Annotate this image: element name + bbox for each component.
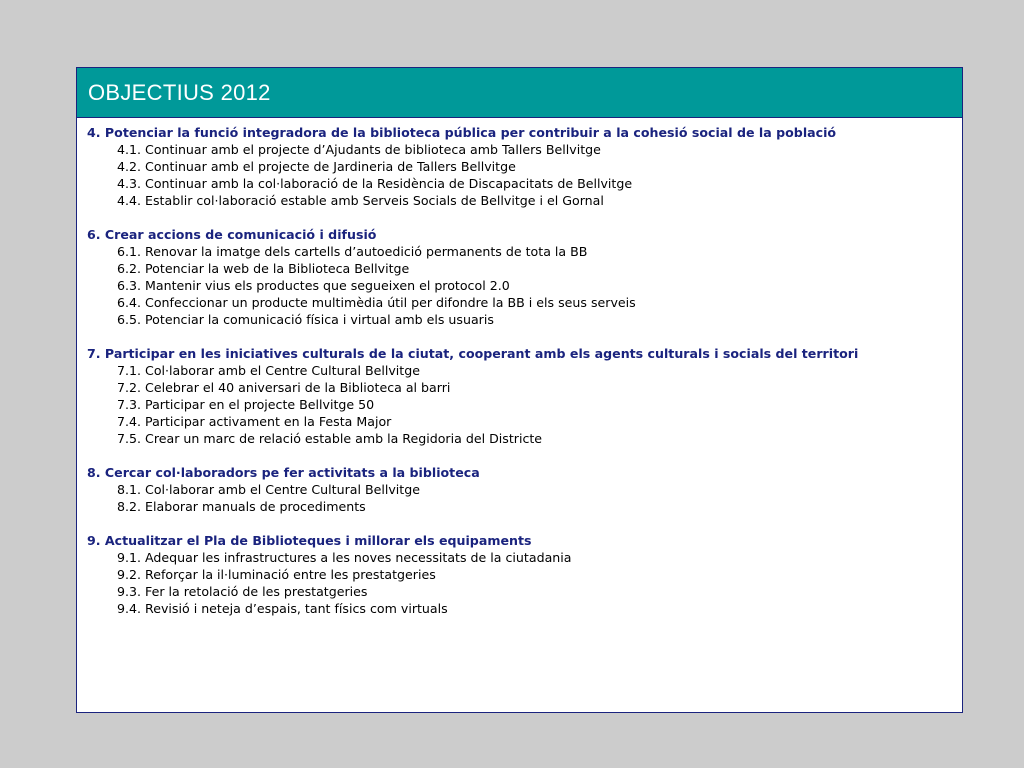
objective-item: 4.1. Continuar amb el projecte d’Ajudants de biblioteca amb Tallers Bellvitge	[117, 142, 601, 157]
objective-item: 7.2. Celebrar el 40 aniversari de la Biblioteca al barri	[117, 380, 451, 395]
objective-item: 7.1. Col·laborar amb el Centre Cultural Bellvitge	[117, 363, 420, 378]
objective-section-8	[87, 464, 962, 515]
objective-item: 4.4. Establir col·laboració estable amb Serveis Socials de Bellvitge i el Gornal	[117, 193, 604, 208]
slide-title: OBJECTIUS 2012	[88, 79, 271, 105]
objective-heading: 6. Crear accions de comunicació i difusió	[87, 227, 377, 242]
objective-item: 6.3. Mantenir vius els productes que segueixen el protocol 2.0	[117, 278, 510, 293]
objective-item: 9.2. Reforçar la il·luminació entre les prestatgeries	[117, 567, 436, 582]
objective-item: 7.5. Crear un marc de relació estable amb la Regidoria del Districte	[117, 431, 543, 446]
objective-section-7	[87, 345, 962, 447]
objectives-content	[77, 118, 962, 617]
objective-heading: 7. Participar en les iniciatives culturals de la ciutat, cooperant amb els agents culturals i socials del territori	[87, 346, 859, 361]
objective-item: 6.5. Potenciar la comunicació física i virtual amb els usuaris	[117, 312, 494, 327]
objective-item: 9.1. Adequar les infrastructures a les noves necessitats de la ciutadania	[117, 550, 572, 565]
objective-section-9	[87, 532, 962, 617]
objective-item: 9.4. Revisió i neteja d’espais, tant físics com virtuals	[117, 601, 448, 616]
objective-item: 6.2. Potenciar la web de la Biblioteca Bellvitge	[117, 261, 410, 276]
objective-item: 8.2. Elaborar manuals de procediments	[117, 499, 366, 514]
objective-heading: 9. Actualitzar el Pla de Biblioteques i millorar els equipaments	[87, 533, 532, 548]
objective-item: 7.3. Participar en el projecte Bellvitge 50	[117, 397, 375, 412]
objective-item: 4.2. Continuar amb el projecte de Jardineria de Tallers Bellvitge	[117, 159, 516, 174]
objective-heading: 8. Cercar col·laboradors pe fer activitats a la biblioteca	[87, 465, 480, 480]
objective-heading: 4. Potenciar la funció integradora de la biblioteca pública per contribuir a la cohesió social de la població	[87, 125, 837, 140]
objective-item: 9.3. Fer la retolació de les prestatgeries	[117, 584, 368, 599]
objective-item: 4.3. Continuar amb la col·laboració de la Residència de Discapacitats de Bellvitge	[117, 176, 633, 191]
objective-item: 6.4. Confeccionar un producte multimèdia útil per difondre la BB i els seus serveis	[117, 295, 636, 310]
objective-item: 8.1. Col·laborar amb el Centre Cultural Bellvitge	[117, 482, 420, 497]
objective-section-6	[87, 226, 962, 328]
slide	[76, 67, 963, 713]
title-bar	[77, 68, 962, 118]
objective-item: 6.1. Renovar la imatge dels cartells d’autoedició permanents de tota la BB	[117, 244, 588, 259]
objective-section-4	[87, 124, 962, 209]
objective-item: 7.4. Participar activament en la Festa Major	[117, 414, 392, 429]
